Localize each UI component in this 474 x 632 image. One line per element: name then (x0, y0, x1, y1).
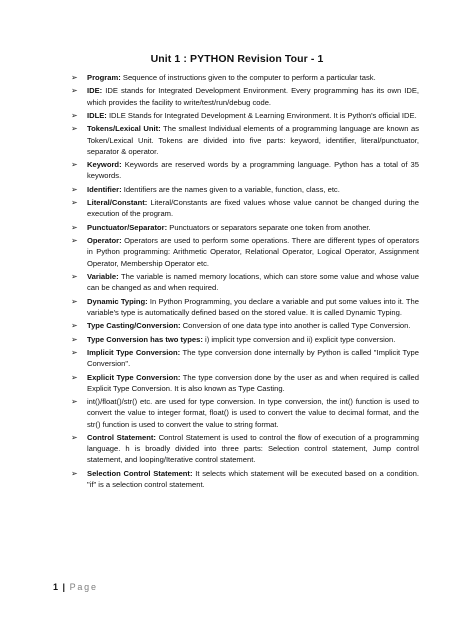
list-item (71, 296, 419, 318)
page-label: Page (69, 582, 98, 592)
term-description: The type conversion done internally by Python is called "Implicit Type Conversion". (87, 347, 419, 369)
term-label: Punctuator/Separator: (87, 222, 168, 232)
term-description: IDLE Stands for Integrated Development & Learning Environment. It is Python's official IDE. (106, 110, 417, 120)
term-label: Program: (87, 73, 121, 82)
term-label: Identifier: (87, 184, 122, 194)
term-label: Control Statement: (87, 432, 156, 442)
term-label: IDE: (87, 86, 103, 96)
term-description: It selects which statement will be executed based on a condition. "if" is a selection control statement. (87, 468, 420, 489)
page-number: 1 (53, 582, 59, 592)
term-label: Type Casting/Conversion: (87, 321, 181, 331)
term-description: int()/float()/str() etc. are used for type conversion. In type conversion, the int() function is used to convert the value to integer format, float() is used to convert the value to decimal format, and the str() function is used to convert the value to string format. (87, 397, 419, 429)
list-item (71, 222, 419, 233)
list-item (71, 72, 419, 83)
term-label: IDLE: (87, 110, 107, 120)
arrow-bullet-icon: ➢ (71, 321, 78, 331)
term-description: Conversion of one data type into another is called Type Conversion. (180, 321, 411, 331)
arrow-bullet-icon: ➢ (71, 160, 78, 170)
term-description: The type conversion done by the user as and when required is called Explicit Type Conversion. It is also known as Type Casting. (87, 372, 419, 393)
arrow-bullet-icon: ➢ (71, 86, 78, 96)
term-description: Operators are used to perform some operations. There are different types of operators in Python programming: Arithmetic Operator, Relational Operator, Logical Operator, Assignment Operator, Membership Operator etc. (87, 236, 419, 268)
arrow-bullet-icon: ➢ (71, 347, 78, 357)
arrow-bullet-icon: ➢ (71, 271, 78, 281)
term-label: Tokens/Lexical Unit: (87, 124, 161, 134)
list-item (71, 123, 419, 157)
list-item (71, 468, 419, 490)
term-description: Control Statement is used to control the flow of execution of a programming language. h is broadly divided into three parts: Selection control statement, Jump control statement, and looping/Iterative control statement. (87, 432, 419, 465)
arrow-bullet-icon: ➢ (71, 468, 78, 478)
arrow-bullet-icon: ➢ (71, 296, 78, 306)
term-description: i) implicit type conversion and ii) explicit type conversion. (202, 334, 396, 344)
arrow-bullet-icon: ➢ (71, 124, 78, 134)
arrow-bullet-icon: ➢ (71, 184, 78, 194)
term-label: Implicit Type Conversion: (87, 347, 181, 357)
term-label: Literal/Constant: (87, 198, 148, 208)
term-label: Selection Control Statement: (87, 468, 193, 478)
term-label: Explicit Type Conversion: (87, 372, 181, 382)
arrow-bullet-icon: ➢ (71, 236, 78, 246)
term-description: Sequence of instructions given to the computer to perform a particular task. (120, 73, 376, 82)
arrow-bullet-icon: ➢ (71, 372, 78, 382)
term-description: Punctuators or separators separate one token from another. (167, 222, 371, 232)
term-description: Literal/Constants are fixed values whose value cannot be changed during the execution of the program. (87, 198, 419, 219)
arrow-bullet-icon: ➢ (71, 73, 78, 82)
term-label: Dynamic Typing: (87, 296, 148, 306)
list-item (71, 85, 419, 107)
term-label: Operator: (87, 236, 122, 246)
list-item (71, 197, 419, 219)
term-description: The smallest Individual elements of a programming language are known as Token/Lexical Unit. Tokens are divided into five parts: keyword, identifier, literal/punctuator, separator & operator. (87, 124, 419, 156)
page-footer (53, 582, 98, 592)
term-description: The variable is named memory locations, which can store some value and whose value can be changed as and when required. (87, 271, 419, 293)
term-description: In Python Programming, you declare a variable and put some values into it. The variable's type is automatically defined based on the stored value. It is called Dynamic Typing. (87, 296, 419, 317)
page-title: Unit 1 : PYTHON Revision Tour - 1 (150, 53, 324, 65)
list-item (71, 184, 419, 195)
term-label: Variable: (87, 271, 119, 281)
list-item (71, 159, 419, 181)
term-label: Keyword: (87, 160, 122, 170)
list-item (71, 334, 419, 345)
list-item (71, 110, 419, 121)
arrow-bullet-icon: ➢ (71, 198, 78, 208)
arrow-bullet-icon: ➢ (71, 397, 78, 407)
list-item (71, 396, 419, 430)
list-item (71, 235, 419, 269)
term-description: IDE stands for Integrated Development Environment. Every programming has its own IDE, which provides the facility to write/test/run/debug code. (87, 86, 419, 107)
list-item (71, 432, 419, 466)
arrow-bullet-icon: ➢ (71, 432, 78, 442)
list-item (71, 372, 419, 394)
term-description: Keywords are reserved words by a programming language. Python has a total of 35 keywords. (87, 160, 419, 181)
arrow-bullet-icon: ➢ (71, 334, 78, 344)
list-item (71, 271, 419, 293)
list-item (71, 347, 419, 369)
revision-notes-list (71, 72, 419, 492)
list-item (71, 320, 419, 331)
arrow-bullet-icon: ➢ (71, 222, 78, 232)
footer-separator: | (62, 582, 66, 592)
term-label: Type Conversion has two types: (87, 334, 203, 344)
term-description: Identifiers are the names given to a variable, function, class, etc. (121, 184, 340, 194)
arrow-bullet-icon: ➢ (71, 110, 78, 120)
